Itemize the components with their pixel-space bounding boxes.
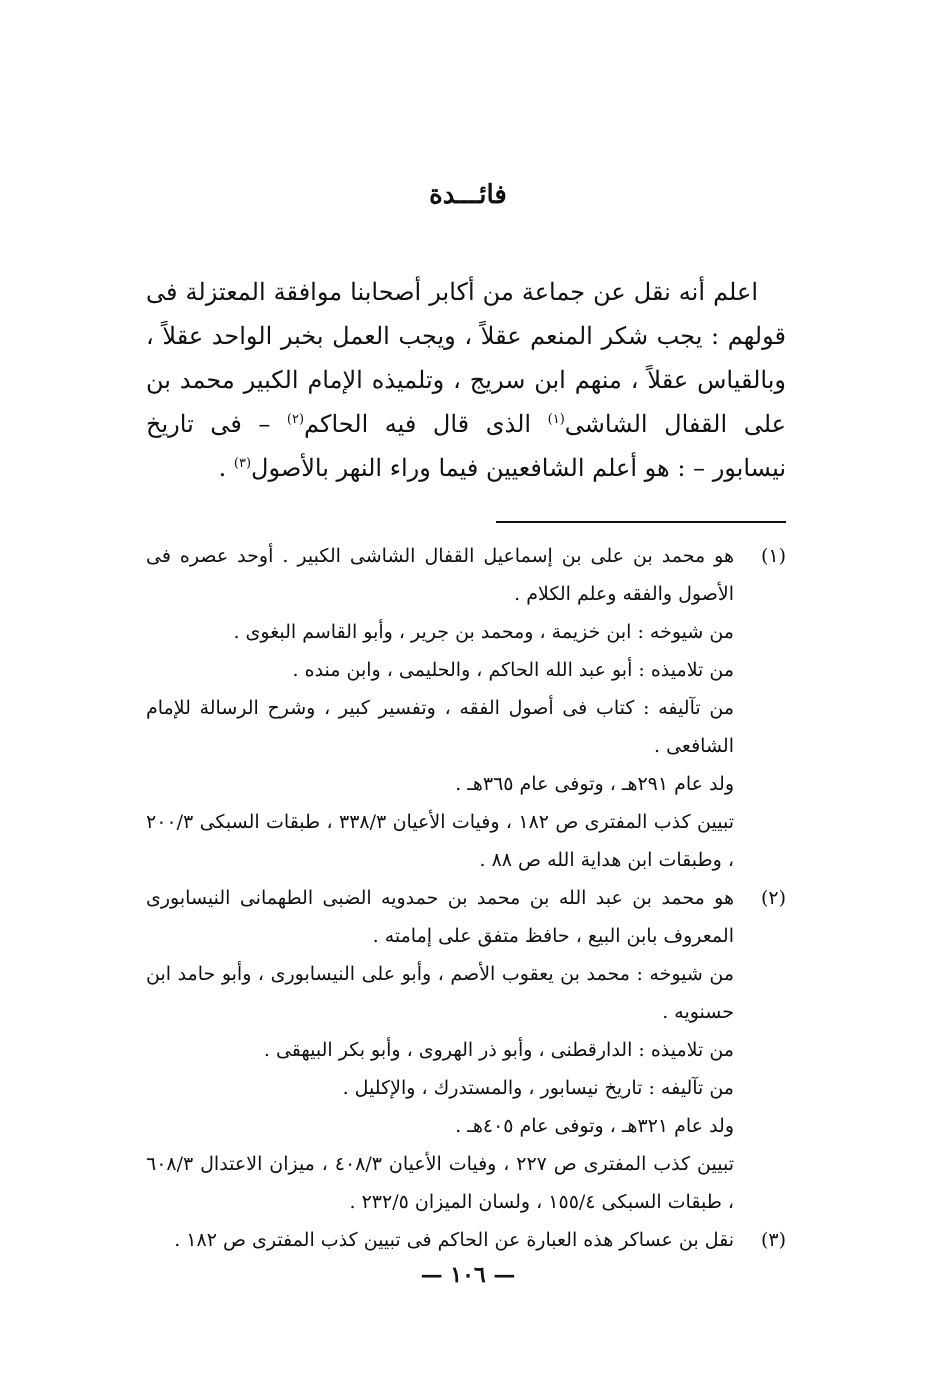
footnote-body — [146, 537, 734, 879]
footnote-line: هو محمد بن عبد الله بن محمد بن حمدويه الضبى الطهمانى النيسابورى المعروف بابن البيع ، حافظ متفق على إمامته . — [146, 887, 734, 947]
paragraph-text-3: – فى تاريخ نيسابور – : هو أعلم الشافعيين فيما وراء النهر بالأصول — [146, 410, 786, 482]
footnote-separator — [496, 521, 786, 523]
footnote-1 — [146, 537, 786, 879]
footnote-line: من شيوخه : محمد بن يعقوب الأصم ، وأبو على النيسابورى ، وأبو حامد ابن حسنويه . — [146, 963, 734, 1023]
paragraph-body — [146, 270, 786, 490]
footnote-line: تبيين كذب المفترى ص ١٨٢ ، وفيات الأعيان ٣٣٨/٣ ، طبقات السبكى ٢٠٠/٣ ، وطبقات ابن هداية الله ص ٨٨ . — [146, 811, 734, 871]
footnote-body — [146, 1221, 734, 1259]
footnote-3 — [146, 1221, 786, 1259]
footnote-ref-3[interactable]: (٣) — [233, 456, 252, 471]
page-number: — ١٠٦ — — [420, 1262, 516, 1288]
footnote-ref-1[interactable]: (١) — [547, 412, 565, 427]
footnote-line: ولد عام ٢٩١هـ ، وتوفى عام ٣٦٥هـ . — [455, 773, 734, 795]
footnote-line: تبيين كذب المفترى ص ٢٢٧ ، وفيات الأعيان ٤٠٨/٣ ، ميزان الاعتدال ٦٠٨/٣ ، طبقات السبكى ١٥٥/٤ ، ولسان الميزان ٢٣٢/٥ . — [146, 1153, 734, 1213]
footnote-number: (٢) — [760, 887, 786, 909]
footnote-line: من تلاميذه : الدارقطنى ، وأبو ذر الهروى ، وأبو بكر البيهقى . — [263, 1039, 734, 1061]
footnote-ref-2[interactable]: (٢) — [286, 412, 305, 427]
footnote-line: هو محمد بن على بن إسماعيل القفال الشاشى الكبير . أوحد عصره فى الأصول والفقه وعلم الكلام . — [146, 545, 734, 605]
paragraph-text-1: اعلم أنه نقل عن جماعة من أكابر أصحابنا موافقة المعتزلة فى قولهم : يجب شكر المنعم عقلاً ، ويجب العمل بخبر الواحد عقلاً ، وبالقياس عقلاً ، منهم ابن سريج ، وتلميذه الإمام الكبير محمد بن على القفال الشاشى — [146, 278, 787, 438]
footnote-line: من تلاميذه : أبو عبد الله الحاكم ، والحليمى ، وابن منده . — [292, 659, 734, 681]
footnote-line: نقل بن عساكر هذه العبارة عن الحاكم فى تبيين كذب المفترى ص ١٨٢ . — [174, 1229, 734, 1251]
paragraph-text-4: . — [218, 454, 234, 482]
footnote-number: (١) — [760, 545, 786, 567]
page-title: فائـــدة — [429, 180, 507, 210]
footnote-line: ولد عام ٣٢١هـ ، وتوفى عام ٤٠٥هـ . — [455, 1115, 734, 1137]
paragraph-text-2: الذى قال فيه الحاكم — [304, 410, 548, 438]
footnote-number: (٣) — [760, 1229, 786, 1251]
footnote-line: من شيوخه : ابن خزيمة ، ومحمد بن جرير ، وأبو القاسم البغوى . — [233, 621, 734, 643]
footnote-body — [146, 879, 734, 1221]
footnote-2 — [146, 879, 786, 1221]
footnote-line: من تآليفه : تاريخ نيسابور ، والمستدرك ، والإكليل . — [342, 1077, 734, 1099]
footnote-line: من تآليفه : كتاب فى أصول الفقه ، وتفسير كبير ، وشرح الرسالة للإمام الشافعى . — [146, 697, 734, 757]
footnotes-section — [146, 537, 786, 1259]
main-paragraph — [146, 270, 786, 490]
